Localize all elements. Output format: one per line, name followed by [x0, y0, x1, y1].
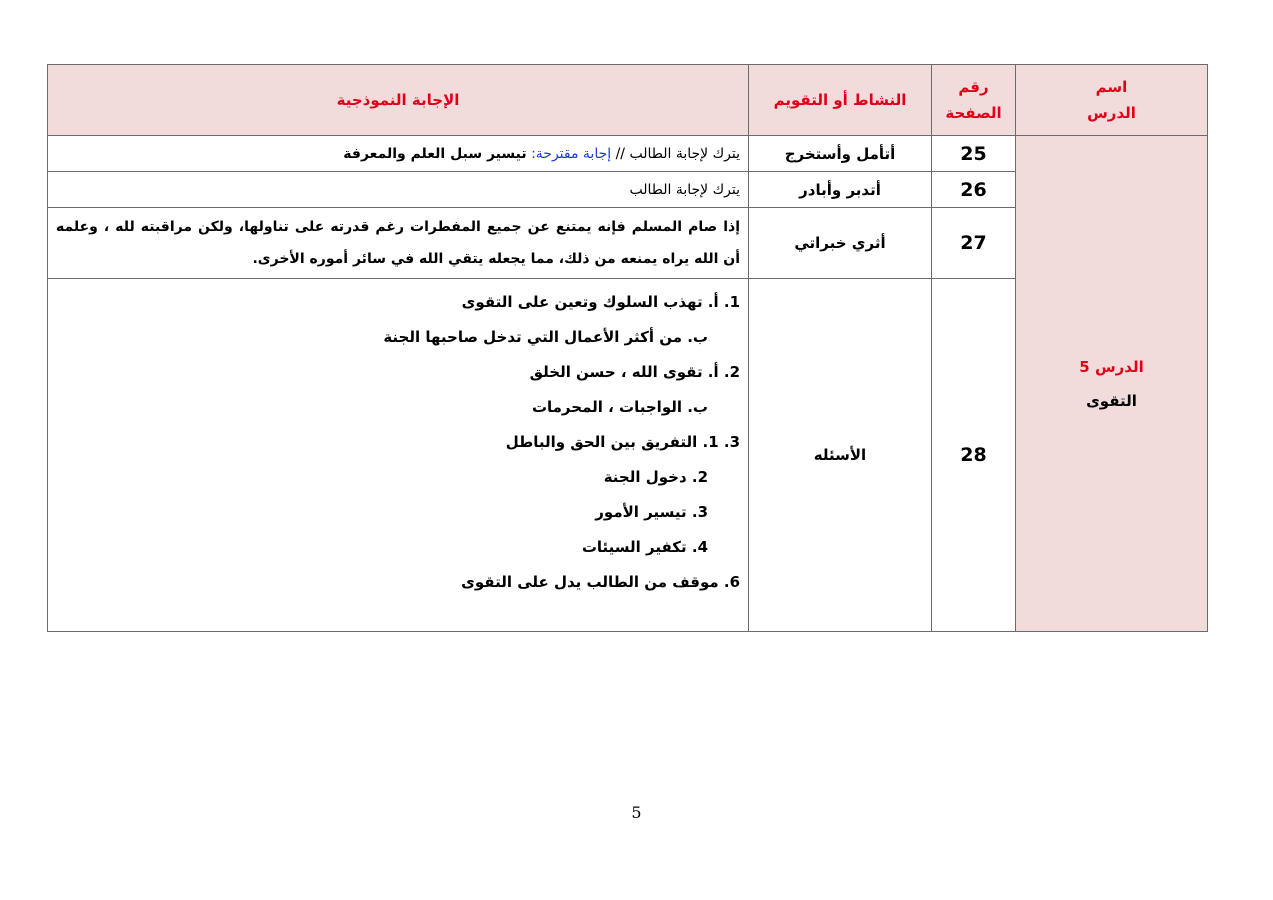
- page-cell: 28: [932, 279, 1016, 632]
- answer-paragraph: إذا صام المسلم فإنه يمتنع عن جميع المفطرات رغم قدرته على تناولها، ولكن مراقبته لله ، وعلمه أن الله يراه يمنعه من ذلك، مما يجعله يتقي الله في سائر أموره الأخرى.: [56, 219, 740, 267]
- answer-list: [56, 279, 740, 600]
- page-cell: 27: [932, 208, 1016, 279]
- header-lesson-name: اسم الدرس: [1016, 65, 1208, 136]
- list-item: 1. أ. تهذب السلوك وتعين على التقوى: [461, 293, 740, 311]
- answer-cell: يترك لإجابة الطالب // إجابة مقترحة: تيسير سبل العلم والمعرفة: [48, 136, 749, 172]
- answer-cell: [48, 279, 749, 632]
- header-model-answer: الإجابة النموذجية: [48, 65, 749, 136]
- activity-cell: أتأمل وأستخرج: [749, 136, 932, 172]
- list-item: 2. دخول الجنة: [603, 468, 708, 486]
- page-cell: 26: [932, 172, 1016, 208]
- answer-cell: يترك لإجابة الطالب: [48, 172, 749, 208]
- answer-cell: [48, 208, 749, 279]
- lesson-cell: [1016, 136, 1208, 632]
- list-item: 4. تكفير السيئات: [581, 538, 708, 556]
- lesson-number: الدرس 5: [1079, 357, 1144, 376]
- page-cell: 25: [932, 136, 1016, 172]
- list-item: ب. من أكثر الأعمال التي تدخل صاحبها الجنة: [383, 328, 708, 346]
- header-page-number: رقم الصفحة: [932, 65, 1016, 136]
- lesson-table: [47, 64, 1208, 632]
- header-activity: النشاط أو التقويم: [749, 65, 932, 136]
- table-row: [48, 136, 1208, 172]
- activity-cell: الأسئله: [749, 279, 932, 632]
- page-number: 5: [631, 803, 642, 822]
- list-item: 2. أ. تقوى الله ، حسن الخلق: [529, 363, 740, 381]
- list-item: ب. الواجبات ، المحرمات: [531, 398, 708, 416]
- list-item: 3. 1. التفريق بين الحق والباطل: [505, 433, 740, 451]
- list-item: 3. تيسير الأمور: [595, 503, 708, 521]
- activity-cell: أتدبر وأبادر: [749, 172, 932, 208]
- list-item: 6. موقف من الطالب يدل على التقوى: [461, 573, 740, 591]
- activity-cell: أثري خبراتي: [749, 208, 932, 279]
- lesson-title: التقوى: [1086, 391, 1137, 410]
- table-header-row: [48, 65, 1208, 136]
